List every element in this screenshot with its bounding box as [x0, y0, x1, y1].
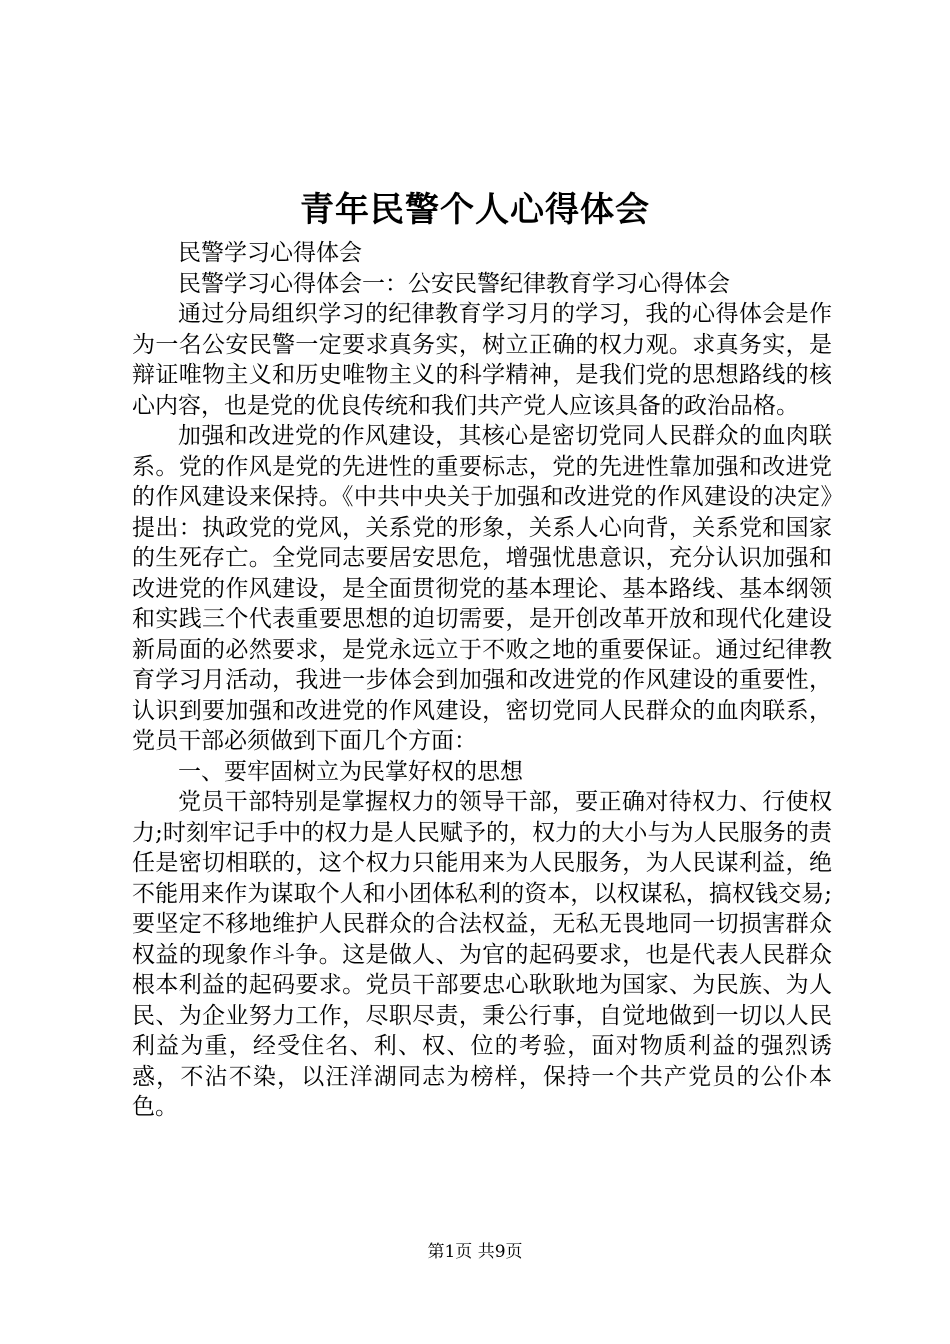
- paragraph-intro: 通过分局组织学习的纪律教育学习月的学习，我的心得体会是作为一名公安民警一定要求真务实，树立正确的权力观。求真务实，是辩证唯物主义和历史唯物主义的科学精神，是我们党的思想路线的核心内容，也是党的优良传统和我们共产党人应该具备的政治品格。: [132, 301, 832, 419]
- document-body: [132, 238, 832, 1123]
- paragraph-style-building: 加强和改进党的作风建设，其核心是密切党同人民群众的血肉联系。党的作风是党的先进性的重要标志，党的先进性靠加强和改进党的作风建设来保持。《中共中央关于加强和改进党的作风建设的决定》提出：执政党的党风，关系党的形象，关系人心向背，关系党和国家的生死存亡。全党同志要居安思危，增强忧患意识，充分认识加强和改进党的作风建设，是全面贯彻党的基本理论、基本路线、基本纲领和实践三个代表重要思想的迫切需要，是开创改革开放和现代化建设新局面的必然要求，是党永远立于不败之地的重要保证。通过纪律教育学习月活动，我进一步体会到加强和改进党的作风建设的重要性，认识到要加强和改进党的作风建设，密切党同人民群众的血肉联系，党员干部必须做到下面几个方面：: [132, 423, 832, 754]
- paragraph-point-one-heading: 一、要牢固树立为民掌好权的思想: [178, 758, 523, 785]
- document-title: 青年民警个人心得体会: [300, 190, 650, 230]
- paragraph-subtitle: 民警学习心得体会: [178, 240, 362, 266]
- paragraph-section-heading: 民警学习心得体会一：公安民警纪律教育学习心得体会: [178, 270, 730, 297]
- paragraph-point-one-body: 党员干部特别是掌握权力的领导干部，要正确对待权力、行使权力;时刻牢记手中的权力是人民赋予的，权力的大小与为人民服务的责任是密切相联的，这个权力只能用来为人民服务，为人民谋利益，绝不能用来作为谋取个人和小团体私利的资本，以权谋私，搞权钱交易;要坚定不移地维护人民群众的合法权益，无私无畏地同一切损害群众权益的现象作斗争。这是做人、为官的起码要求，也是代表人民群众根本利益的起码要求。党员干部要忠心耿耿地为国家、为民族、为人民、为企业努力工作，尽职尽责，秉公行事，自觉地做到一切以人民利益为重，经受住名、利、权、位的考验，面对物质利益的强烈诱惑，不沾不染，以汪洋湖同志为榜样，保持一个共产党员的公仆本色。: [132, 789, 832, 1120]
- page-number: 第1页 共9页: [427, 1242, 523, 1262]
